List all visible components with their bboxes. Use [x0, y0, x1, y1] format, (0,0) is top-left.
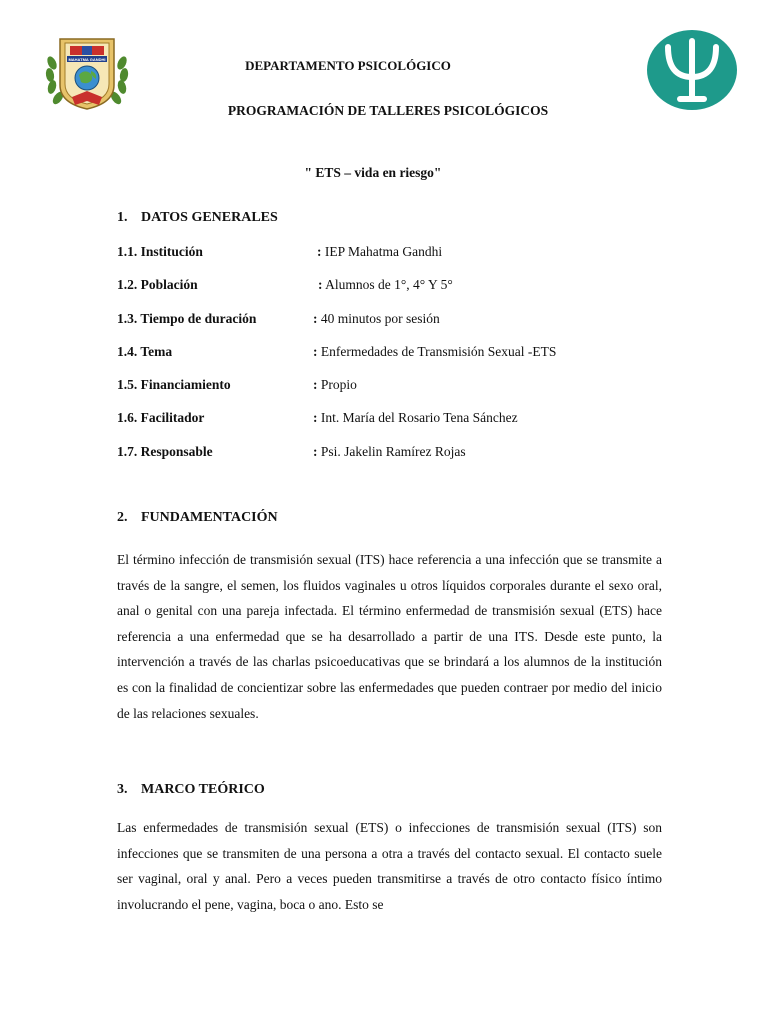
field-label: 1.6. Facilitador: [117, 410, 205, 425]
section-number: 2.: [117, 510, 128, 525]
field-label: 1.4. Tema: [117, 344, 173, 359]
section-fundamentacion-title: [117, 510, 278, 526]
general-data-row-tiempo: [117, 311, 677, 329]
field-label: 1.2. Población: [117, 277, 198, 292]
general-data-row-facilitador: [117, 410, 677, 428]
fundamentacion-paragraph: El término infección de transmisión sexual (ITS) hace referencia a una infección que se transmite a través de la sangre, el semen, los fluidos vaginales u otros líquidos corporales durante el sexo oral, anal o genital con una pareja infectada. El término enfermedad de transmisión sexual (ETS) hace referencia a una enfermedad que se ha desarrollado a partir de una ITS. Desde este punto, la intervención a través de las charlas psicoeducativas que se brindará a los alumnos de la institución es con la finalidad de concientizar sobre las enfermedades que pueden contraer por medio del inicio de las relaciones sexuales.: [117, 552, 662, 721]
field-label: 1.1. Institución: [117, 244, 203, 259]
section-number: 3.: [117, 782, 128, 797]
field-label: 1.3. Tiempo de duración: [117, 311, 257, 326]
section-marco-teorico-title: [117, 782, 265, 798]
field-value: : Propio: [313, 377, 357, 392]
section-title-text: FUNDAMENTACIÓN: [141, 510, 278, 525]
section-title-text: MARCO TEÓRICO: [141, 782, 265, 797]
section-number: 1.: [117, 210, 128, 225]
general-data-row-institucion: [117, 244, 677, 262]
workshop-subtitle: " ETS – vida en riesgo": [304, 165, 442, 180]
field-label: 1.5. Financiamiento: [117, 377, 231, 392]
svg-text:MAHATMA GANDHI: MAHATMA GANDHI: [68, 57, 106, 62]
general-data-row-poblacion: [117, 277, 677, 295]
general-data-row-tema: [117, 344, 677, 362]
field-value: : Psi. Jakelin Ramírez Rojas: [313, 444, 466, 459]
field-value: : Alumnos de 1°, 4° Y 5°: [318, 277, 453, 292]
field-value: : IEP Mahatma Gandhi: [317, 244, 443, 259]
general-data-row-financiamiento: [117, 377, 677, 395]
general-data-row-responsable: [117, 444, 677, 462]
field-value: : 40 minutos por sesión: [313, 311, 440, 326]
field-value: : Enfermedades de Transmisión Sexual -ETS: [313, 344, 557, 359]
field-label: 1.7. Responsable: [117, 444, 213, 459]
marco-teorico-paragraph: Las enfermedades de transmisión sexual (ETS) o infecciones de transmisión sexual (ITS) son infecciones que se transmiten de una persona a otra a través del contacto sexual. El contacto suele ser vaginal, oral y anal. Pero a veces pueden transmitirse a través de otro contacto físico íntimo involucrando el pene, vagina, boca o ano. Esto se: [117, 820, 662, 912]
department-heading: DEPARTAMENTO PSICOLÓGICO: [245, 58, 451, 73]
document-title: PROGRAMACIÓN DE TALLERES PSICOLÓGICOS: [227, 103, 549, 118]
section-datos-generales-title: [117, 210, 278, 226]
field-value: : Int. María del Rosario Tena Sánchez: [313, 410, 518, 425]
section-title-text: DATOS GENERALES: [141, 210, 278, 225]
